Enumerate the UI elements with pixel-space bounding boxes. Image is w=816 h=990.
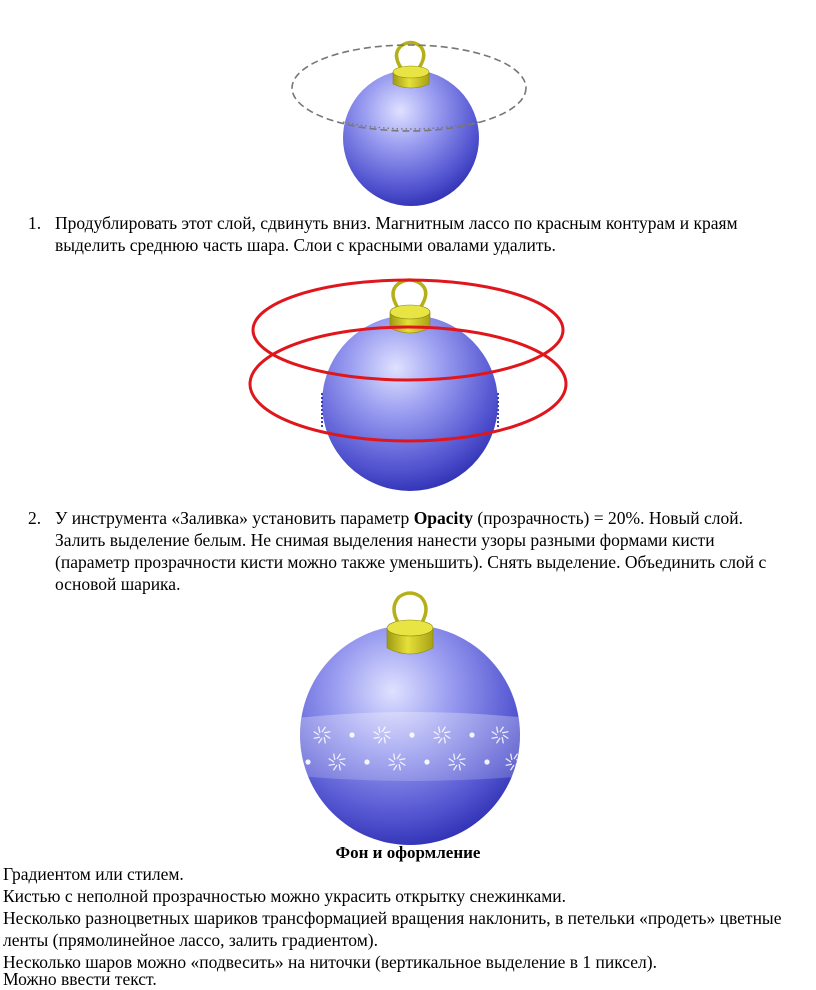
step-2-line-1-after: (прозрачность) = 20%. Новый слой.: [473, 508, 743, 528]
step-2-line-2: Залить выделение белым. Не снимая выделения нанести узоры разными формами кисти: [55, 530, 715, 550]
dot-pattern-mark: [409, 732, 414, 737]
ornament-with-selection-ellipse: [280, 38, 540, 208]
dot-pattern-mark: [469, 732, 474, 737]
step-1-line-2: выделить среднюю часть шара. Слои с красными овалами удалить.: [55, 235, 556, 255]
paragraph-1: Градиентом или стилем.: [3, 864, 184, 884]
opacity-term: Opacity: [413, 508, 473, 528]
step-number: 2.: [28, 508, 42, 528]
step-1-line-1: Продублировать этот слой, сдвинуть вниз. Магнитным лассо по красным контурам и краям: [55, 213, 738, 233]
step-2-line-1-before: У инструмента «Заливка» установить параметр: [55, 508, 414, 528]
paragraph-3: Несколько разноцветных шариков трансформацией вращения наклонить, в петельки «продеть» цветные: [3, 908, 782, 928]
pattern-band: [298, 712, 528, 781]
step-2-line-1: [55, 507, 815, 529]
section-heading: Фон и оформление: [335, 843, 481, 862]
step-2-line-3: (параметр прозрачности кисти можно также уменьшить). Снять выделение. Объединить слой с: [55, 552, 767, 572]
dot-pattern-mark: [305, 759, 310, 764]
step-2-line-4: основой шарика.: [55, 574, 181, 594]
paragraph-4: ленты (прямолинейное лассо, залить градиентом).: [3, 930, 378, 950]
dot-pattern-mark: [349, 732, 354, 737]
paragraph-6: Можно ввести текст.: [3, 969, 157, 989]
ornament-with-white-pattern-band: [298, 588, 528, 848]
step-number: 1.: [28, 213, 42, 233]
ornament-with-red-ovals: [248, 278, 578, 478]
paragraph-2: Кистью с неполной прозрачностью можно украсить открытку снежинками.: [3, 886, 567, 906]
dot-pattern-mark: [424, 759, 429, 764]
christmas-ornament-icon: [322, 280, 498, 491]
dot-pattern-mark: [364, 759, 369, 764]
dot-pattern-mark: [484, 759, 489, 764]
paragraph-5: Несколько шаров можно «подвесить» на ниточки (вертикальное выделение в 1 пиксел).: [3, 952, 657, 972]
christmas-ornament-icon: [343, 43, 479, 207]
